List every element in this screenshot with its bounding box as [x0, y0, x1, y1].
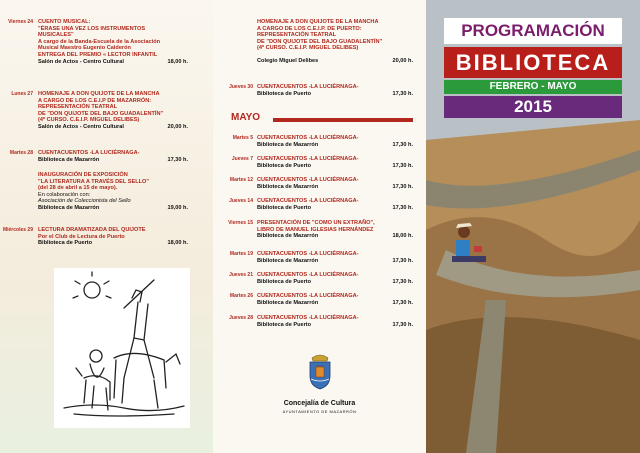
mazarron-crest-icon: [305, 352, 335, 390]
venue-name: Biblioteca de Mazarrón: [257, 141, 319, 148]
venue-name: Biblioteca de Puerto: [257, 90, 312, 97]
event-content: [257, 315, 413, 328]
venue-name: Biblioteca de Puerto: [257, 204, 312, 211]
event-day: Miércoles 29: [2, 227, 33, 233]
event-title-line: (4º CURSO. C.E.I.P. MIGUEL DELIBES): [257, 45, 359, 52]
event-venue: [38, 205, 188, 212]
event-time: 18,00 h.: [167, 58, 188, 65]
event-title-line: CUENTACUENTOS -LA LUCIÉRNAGA-: [257, 156, 359, 162]
event-day: Martes 28: [9, 150, 33, 156]
event-time: 17,30 h.: [392, 162, 413, 169]
event-venue: [257, 142, 413, 149]
event-time: 17,30 h.: [392, 204, 413, 211]
venue-name: Biblioteca de Mazarrón: [257, 183, 319, 190]
event-content: [257, 198, 413, 211]
event-title-line: Por el Club de Lectura de Puerto: [38, 233, 125, 240]
event-venue: [38, 240, 188, 247]
event-content: [257, 293, 413, 306]
event-title-line: CUENTO MUSICAL:: [38, 19, 91, 25]
panel-left: [0, 0, 213, 453]
event-content: [257, 156, 413, 169]
event-title-line: CUENTACUENTOS -LA LUCIÉRNAGA-: [257, 84, 359, 90]
month-rule: [273, 118, 413, 122]
event-time: 17,30 h.: [392, 90, 413, 97]
event-content: [257, 251, 413, 264]
event-venue: [257, 258, 413, 265]
event-title-line: (del 28 de abril a 15 de mayo).: [38, 185, 118, 192]
event-content: [38, 172, 188, 212]
event-day: Jueves 14: [229, 198, 253, 204]
panel-right-cover: [426, 0, 640, 453]
event-title-line: LIBRO DE MANUEL IGLESIAS HERNÁNDEZ: [257, 226, 374, 233]
event-title-line: HOMENAJE A DON QUIJOTE DE LA MANCHA: [257, 19, 379, 25]
event-content: [257, 19, 413, 65]
event-content: [38, 150, 188, 163]
venue-name: Salón de Actos - Centro Cultural: [38, 58, 124, 65]
event-title-line: CUENTACUENTOS -LA LUCIÉRNAGA-: [257, 272, 359, 278]
venue-name: Biblioteca de Mazarrón: [38, 204, 100, 211]
event-content: [257, 84, 413, 97]
logo-subtitle: AYUNTAMIENTO DE MAZARRÓN: [282, 409, 357, 414]
event-title-line: CUENTACUENTOS -LA LUCIÉRNAGA-: [257, 177, 359, 183]
event-time: 17,30 h.: [392, 141, 413, 148]
event-text-line: En colaboración con:: [38, 191, 91, 198]
venue-name: Biblioteca de Mazarrón: [257, 299, 319, 306]
event-time: 17,30 h.: [392, 299, 413, 306]
event-content: [257, 177, 413, 190]
event-venue: [38, 124, 188, 131]
event-time: 19,00 h.: [167, 204, 188, 211]
event-title-line: MUSICALES": [38, 32, 74, 39]
event-title-line: "ÉRASE UNA VEZ LOS INSTRUMENTOS: [38, 25, 146, 32]
banner-year: 2015: [444, 96, 622, 118]
panel-middle: [213, 0, 426, 453]
event-content: [257, 272, 413, 285]
event-content: [257, 135, 413, 148]
event-day: Jueves 28: [229, 315, 253, 321]
event-time: 18,00 h.: [167, 240, 188, 247]
event-title-line: CUENTACUENTOS -LA LUCIÉRNAGA-: [257, 135, 359, 141]
event-title-line: DE "DON QUIJOTE DEL BAJO GUADALENTÍN": [257, 38, 383, 45]
event-day: Jueves 21: [229, 272, 253, 278]
event-venue: [257, 300, 413, 307]
event-content: [257, 220, 413, 240]
event-venue: [257, 233, 413, 240]
event-time: 20,00 h.: [392, 57, 413, 64]
event-time: 17,30 h.: [167, 156, 188, 163]
event-title-line: REPRESENTACIÓN TEATRAL: [38, 104, 118, 111]
venue-name: Biblioteca de Puerto: [257, 278, 312, 285]
banner-programacion: PROGRAMACIÓN: [444, 18, 622, 44]
event-venue: [257, 58, 413, 65]
event-time: 17,30 h.: [392, 321, 413, 328]
event-title-line: INAUGURACIÓN DE EXPOSICIÓN: [38, 172, 128, 178]
event-day: Martes 26: [229, 293, 253, 299]
event-day: Jueves 7: [231, 156, 253, 162]
event-day: Viernes 24: [8, 19, 33, 25]
month-heading: MAYO: [231, 112, 261, 123]
event-title-line: HOMENAJE A DON QUIJOTE DE LA MANCHA: [38, 91, 160, 97]
event-title-line: CUENTACUENTOS -LA LUCIÉRNAGA-: [257, 315, 359, 321]
event-venue: [257, 184, 413, 191]
event-day: Lunes 27: [11, 91, 33, 97]
event-title-line: "LA LITERATURA A TRAVÉS DEL SELLO": [38, 178, 150, 185]
event-day: Jueves 30: [229, 84, 253, 90]
event-time: 17,30 h.: [392, 278, 413, 285]
event-venue: [38, 59, 188, 66]
event-day: Martes 12: [229, 177, 253, 183]
event-content: [38, 19, 188, 65]
event-content: [38, 227, 188, 247]
banner-biblioteca: BIBLIOTECA: [444, 47, 622, 78]
event-title-line: A CARGO DE LOS C.E.I.P DE MAZARRÓN:: [38, 97, 152, 104]
event-title-line: (4º CURSO. C.E.I.P. MIGUEL DELIBES): [38, 117, 140, 124]
event-venue: [257, 322, 413, 329]
event-day: Viernes 15: [228, 220, 253, 226]
event-time: 18,00 h.: [392, 233, 413, 240]
event-title-line: REPRESENTACIÓN TEATRAL: [257, 32, 337, 39]
venue-name: Biblioteca de Puerto: [38, 240, 93, 247]
event-title-line: CUENTACUENTOS -LA LUCIÉRNAGA-: [257, 293, 359, 299]
event-venue: [257, 205, 413, 212]
venue-name: Colegio Miguel Delibes: [257, 57, 319, 64]
event-title-line: LECTURA DRAMATIZADA DEL QUIJOTE: [38, 227, 146, 233]
event-title-line: CUENTACUENTOS -LA LUCIÉRNAGA-: [257, 251, 359, 257]
don-quijote-sketch: [54, 268, 190, 428]
banner-period: FEBRERO - MAYO: [444, 80, 622, 94]
event-venue: [257, 279, 413, 286]
venue-name: Biblioteca de Mazarrón: [257, 233, 319, 240]
event-venue: [257, 91, 413, 98]
event-text-line: Asociación de Coleccionista del Sello: [38, 198, 131, 205]
logo-title: Concejalía de Cultura: [283, 400, 356, 407]
venue-name: Biblioteca de Puerto: [257, 321, 312, 328]
event-title-line: CUENTACUENTOS -LA LUCIÉRNAGA-: [257, 198, 359, 204]
venue-name: Biblioteca de Puerto: [257, 162, 312, 169]
event-title-line: CUENTACUENTOS -LA LUCIÉRNAGA-: [38, 150, 140, 156]
event-time: 17,30 h.: [392, 183, 413, 190]
venue-name: Biblioteca de Mazarrón: [257, 257, 319, 264]
event-title-line: PRESENTACIÓN DE "COMO UN EXTRAÑO",: [257, 220, 375, 226]
event-day: Martes 19: [229, 251, 253, 257]
event-venue: [38, 157, 188, 164]
event-venue: [257, 163, 413, 170]
event-title-line: Musical Maestro Eugenio Calderón: [38, 45, 131, 52]
venue-name: Salón de Actos - Centro Cultural: [38, 123, 124, 130]
event-time: 17,30 h.: [392, 257, 413, 264]
venue-name: Biblioteca de Mazarrón: [38, 156, 100, 163]
event-title-line: A CARGO DE LOS C.E.I.P. DE PUERTO:: [257, 25, 362, 32]
event-content: [38, 91, 188, 131]
event-title-line: ENTREGA DEL PREMIO « LECTOR INFANTIL: [38, 51, 158, 58]
event-title-line: DE "DON QUIJOTE DEL BAJO GUADALENTÍN": [38, 110, 164, 117]
event-title-line: A cargo de la Banda-Escuela de la Asociación: [38, 38, 161, 45]
event-day: Martes 5: [232, 135, 253, 141]
event-time: 20,00 h.: [167, 123, 188, 130]
